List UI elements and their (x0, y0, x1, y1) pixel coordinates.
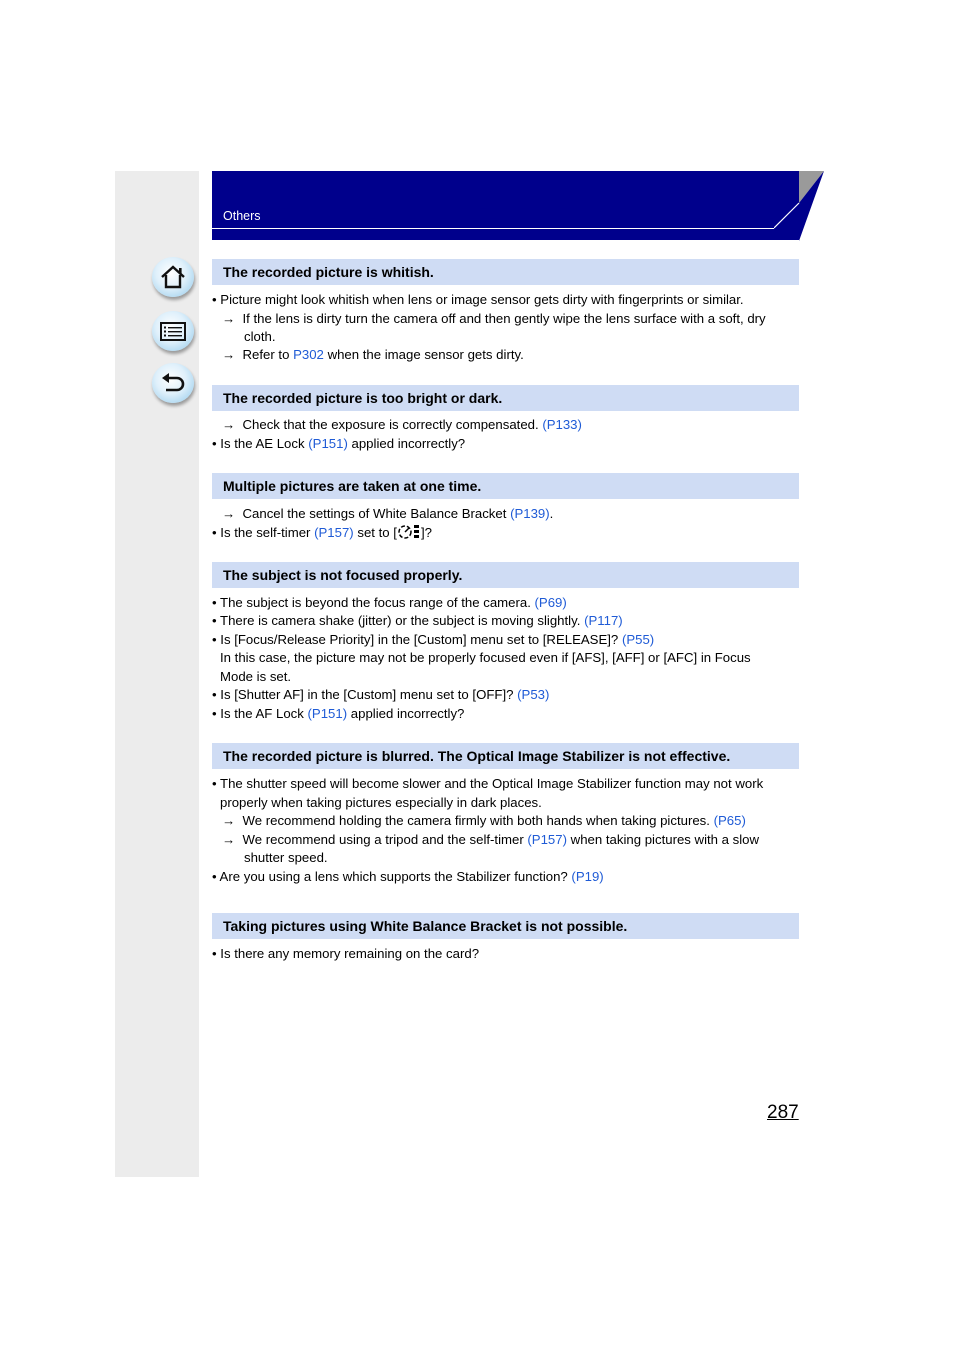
section-heading: Taking pictures using White Balance Bracket is not possible. (212, 913, 799, 939)
bullet-line: • The shutter speed will become slower and the Optical Image Stabilizer function may not work (212, 776, 764, 791)
page-link[interactable]: (P151) (307, 706, 348, 721)
arrow-line: → Check that the exposure is correctly compensated. (P133) (222, 417, 582, 432)
continuation-line: In this case, the picture may not be properly focused even if [AFS], [AFF] or [AFC] in Focus (220, 650, 751, 665)
continuation-line: shutter speed. (244, 850, 328, 865)
page-link[interactable]: (P53) (517, 687, 550, 702)
self-timer-burst-icon (397, 524, 421, 540)
bullet-line: • There is camera shake (jitter) or the subject is moving slightly. (P117) (212, 613, 623, 628)
continuation-line: Mode is set. (220, 669, 292, 684)
page-link[interactable]: P302 (293, 347, 324, 362)
section-heading: The recorded picture is too bright or dark. (212, 385, 799, 411)
section-heading: The recorded picture is blurred. The Optical Image Stabilizer is not effective. (212, 743, 799, 769)
arrow-line: → If the lens is dirty turn the camera off and then gently wipe the lens surface with a soft, dry (222, 311, 766, 326)
section-heading: Multiple pictures are taken at one time. (212, 473, 799, 499)
section-heading: The recorded picture is whitish. (212, 259, 799, 285)
bullet-line: • Is the AF Lock (P151) applied incorrectly? (212, 706, 465, 721)
back-arrow-icon (159, 369, 187, 397)
home-icon (159, 263, 187, 291)
page-corner-decoration (774, 171, 826, 241)
back-button[interactable] (152, 363, 194, 403)
page-link[interactable]: (P19) (571, 869, 604, 884)
arrow-line: → Cancel the settings of White Balance Bracket (P139). (222, 506, 554, 521)
bullet-line: • Is the self-timer (P157) set to [ ]? (212, 525, 432, 540)
page-link[interactable]: (P157) (527, 832, 567, 847)
menu-list-icon (159, 317, 187, 345)
page-link[interactable]: (P151) (308, 436, 348, 451)
bullet-line: • Picture might look whitish when lens or image sensor gets dirty with fingerprints or similar. (212, 292, 744, 307)
arrow-line: → We recommend using a tripod and the self-timer (P157) when taking pictures with a slow (222, 832, 760, 847)
arrow-line: → Refer to P302 when the image sensor gets dirty. (222, 347, 524, 362)
page-link[interactable]: (P133) (542, 417, 582, 432)
bullet-line: • Is there any memory remaining on the card? (212, 946, 480, 961)
bullet-line: • Is [Shutter AF] in the [Custom] menu set to [OFF]? (P53) (212, 687, 550, 702)
bullet-line: • Is the AE Lock (P151) applied incorrectly? (212, 436, 466, 451)
page-link[interactable]: (P55) (621, 632, 655, 647)
page-number: 287 (767, 1102, 799, 1123)
menu-button[interactable] (152, 311, 194, 351)
bullet-line: • The subject is beyond the focus range of the camera. (P69) (212, 595, 567, 610)
bullet-line: • Is [Focus/Release Priority] in the [Custom] menu set to [RELEASE]? (P55) (212, 632, 655, 647)
continuation-line: properly when taking pictures especially in dark places. (220, 795, 542, 810)
header-rule (212, 228, 774, 229)
home-button[interactable] (152, 257, 194, 297)
continuation-line: cloth. (244, 329, 276, 344)
page-link[interactable]: (P65) (713, 813, 746, 828)
section-heading: The subject is not focused properly. (212, 562, 799, 588)
page-link[interactable]: (P157) (314, 525, 354, 540)
page-link[interactable]: (P69) (534, 595, 567, 610)
page-link[interactable]: (P117) (584, 613, 623, 628)
section-label: Others (223, 209, 261, 223)
header-bar (212, 171, 799, 240)
bullet-line: • Are you using a lens which supports the Stabilizer function? (P19) (212, 869, 604, 884)
arrow-line: → We recommend holding the camera firmly with both hands when taking pictures. (P65) (222, 813, 746, 828)
page-link[interactable]: (P139) (510, 506, 550, 521)
